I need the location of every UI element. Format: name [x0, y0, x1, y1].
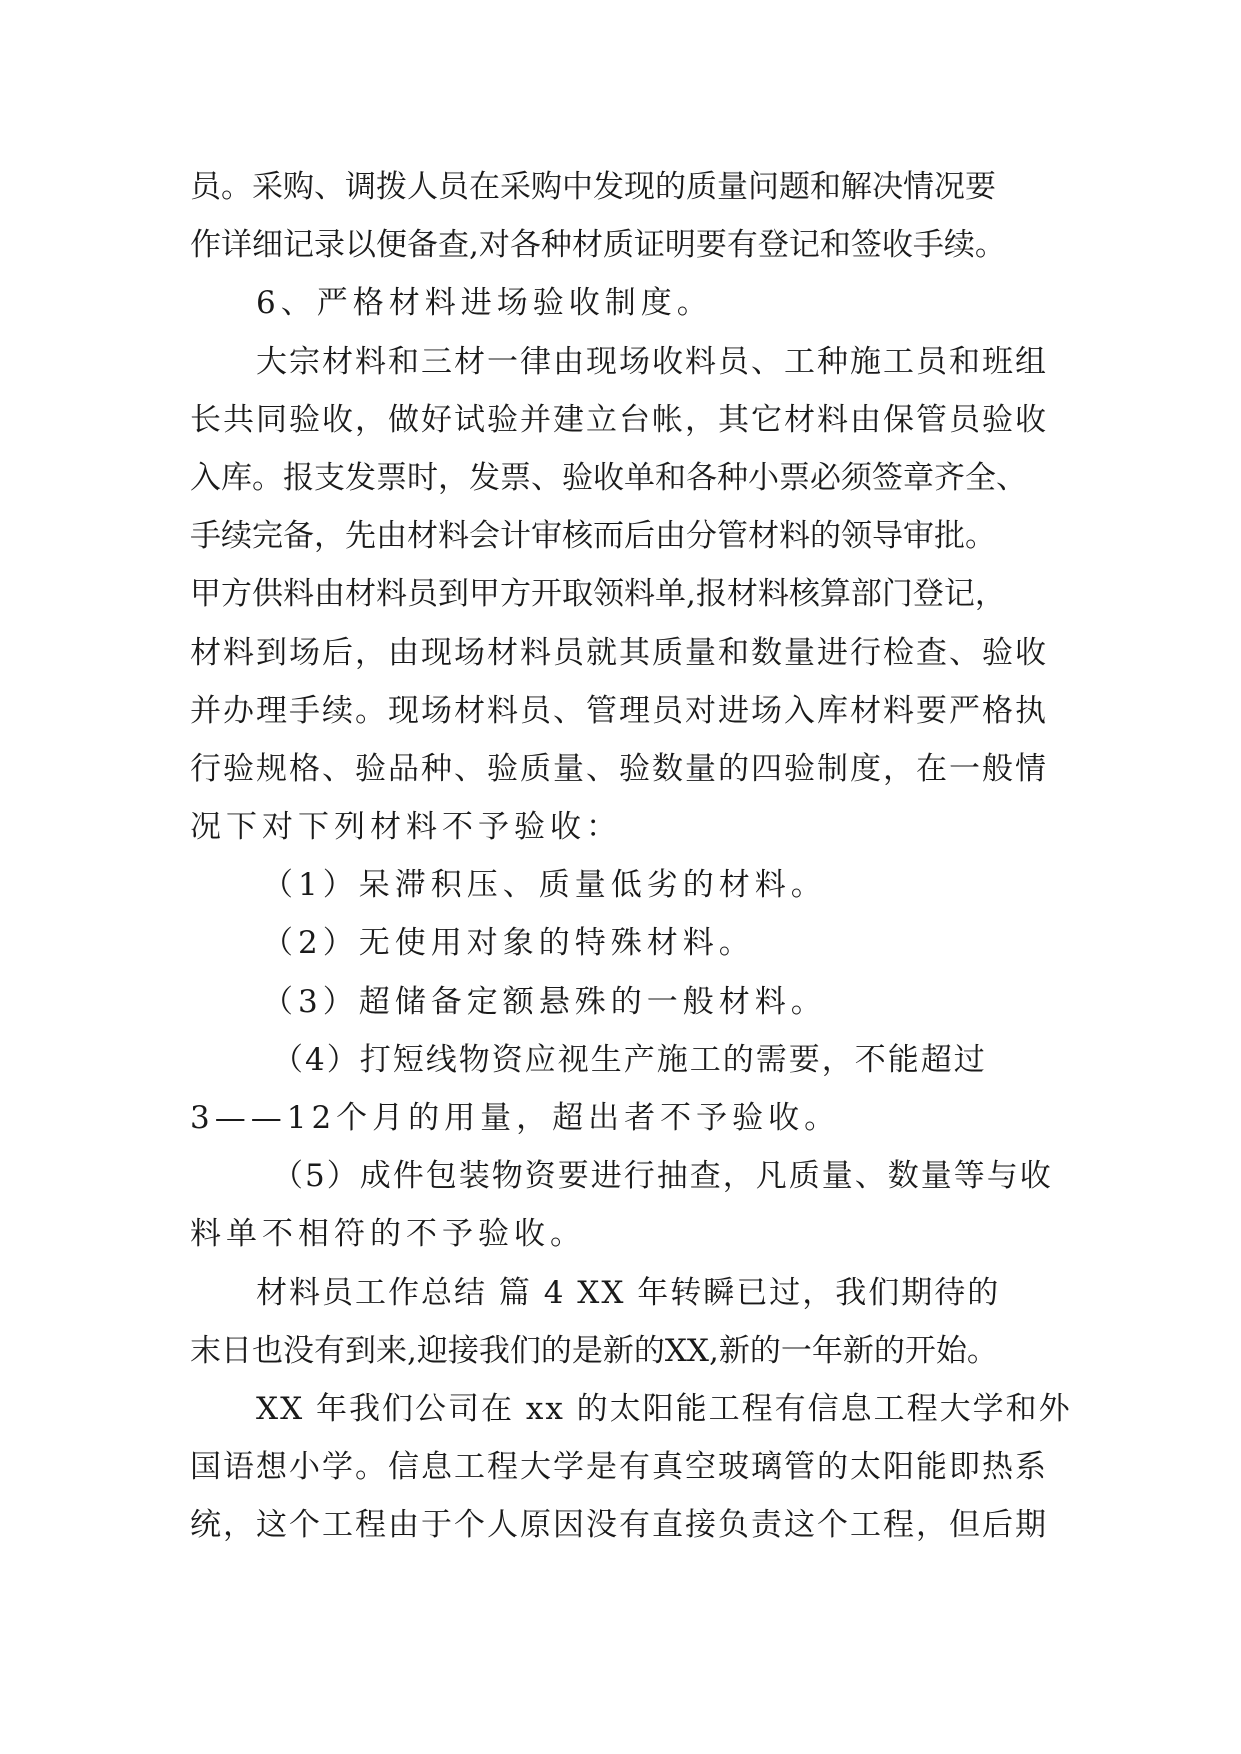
list-item: （4）打短线物资应视生产施工的需要，不能超过: [272, 1041, 987, 1078]
list-item: （5）成件包装物资要进行抽查，凡质量、数量等与收: [272, 1158, 1053, 1195]
text-line: 行验规格、验品种、验质量、验数量的四验制度，在一般情: [190, 750, 1048, 787]
section-heading: 6、严格材料进场验收制度。: [256, 285, 713, 322]
text-line: 甲方供料由材料员到甲方开取领料单,报材料核算部门登记，: [190, 576, 1006, 613]
text-line: XX 年我们公司在 xx 的太阳能工程有信息工程大学和外: [256, 1390, 1072, 1427]
text-line: 况下对下列材料不予验收：: [190, 809, 622, 846]
text-line: 并办理手续。现场材料员、管理员对进场入库材料要严格执: [190, 692, 1048, 729]
document-body: [190, 158, 1090, 1555]
text-line: 料单不相符的不予验收。: [190, 1216, 586, 1253]
text-line: 统，这个工程由于个人原因没有直接负责这个工程，但后期: [190, 1507, 1048, 1544]
text-line: 作详细记录以便备查,对各种材质证明要有登记和签收手续。: [190, 227, 1006, 264]
text-line: 员。采购、调拨人员在采购中发现的质量问题和解决情况要: [190, 169, 996, 205]
text-line: 末日也没有到来,迎接我们的是新的XX,新的一年新的开始。: [190, 1332, 998, 1369]
text-line: 长共同验收，做好试验并建立台帐，其它材料由保管员验收: [190, 401, 1048, 438]
section-heading: 材料员工作总结 篇 4 XX 年转瞬已过，我们期待的: [256, 1274, 1001, 1311]
text-line: 3——12个月的用量，超出者不予验收。: [190, 1100, 841, 1136]
text-line: 大宗材料和三材一律由现场收料员、工种施工员和班组: [256, 343, 1048, 380]
text-line: 材料到场后，由现场材料员就其质量和数量进行检查、验收: [190, 634, 1048, 671]
text-line: 国语想小学。信息工程大学是有真空玻璃管的太阳能即热系: [190, 1449, 1048, 1486]
text-line: 手续完备，先由材料会计审核而后由分管材料的领导审批。: [190, 518, 996, 555]
list-item: （3）超储备定额悬殊的一般材料。: [262, 983, 827, 1020]
list-item: （2）无使用对象的特殊材料。: [262, 925, 755, 962]
list-item: （1）呆滞积压、质量低劣的材料。: [262, 867, 827, 904]
text-line: 入库。报支发票时，发票、验收单和各种小票必须签章齐全、: [190, 459, 1027, 496]
